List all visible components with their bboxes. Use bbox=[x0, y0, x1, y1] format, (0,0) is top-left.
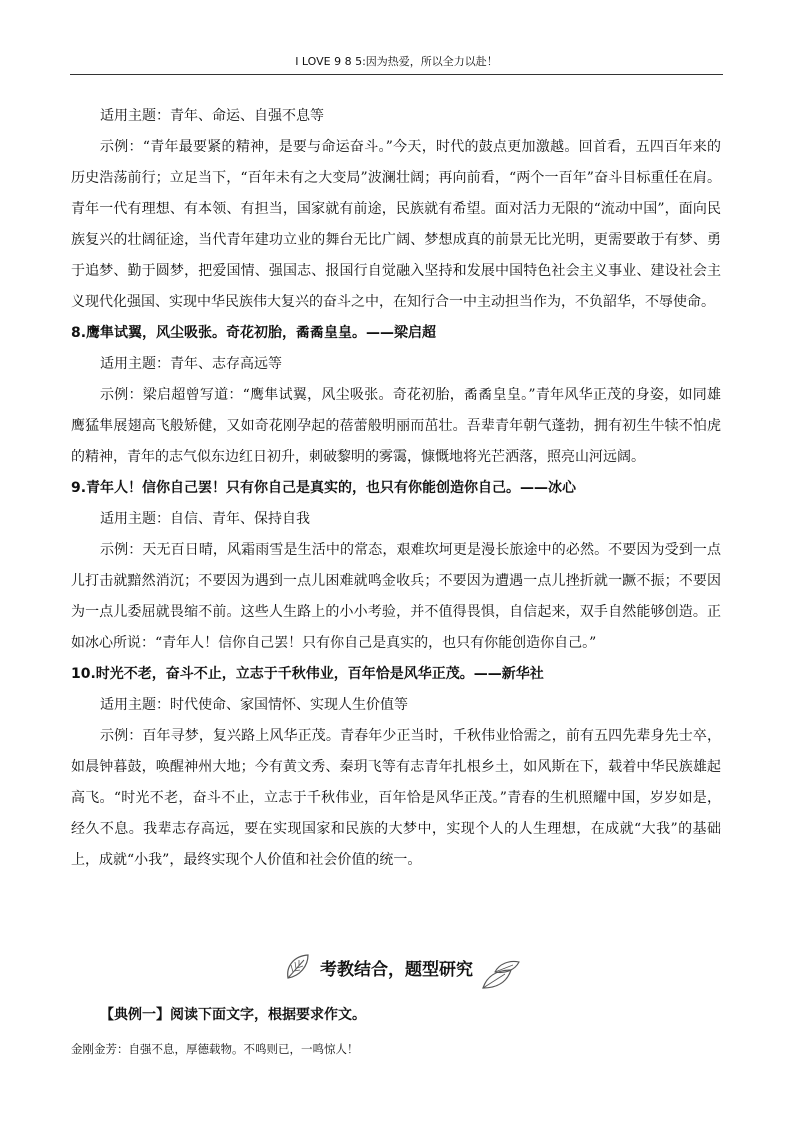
paragraph: 示例：百年寻梦，复兴路上风华正茂。青春年少正当时，千秋伟业恰需之，前有五四先辈身先士卒，如晨钟暮鼓，唤醒神州大地；今有黄文秀、秦玥飞等有志青年扎根乡土，如风斯在下，载着中华民族雄起高飞。“时光不老，奋斗不止，立志于千秋伟业，百年恰是风华正茂。”青春的生机照耀中国，岁岁如是，经久不息。我辈志存高远，要在实现国家和民族的大梦中，实现个人的人生理想，在成就“大我”的基础上，成就“小我”，最终实现个人价值和社会价值的统一。 bbox=[71, 728, 721, 868]
paragraph: 示例：梁启超曾写道：“鹰隼试翼，风尘吸张。奇花初胎，矞矞皇皇。”青年风华正茂的身姿，如同雄鹰猛隼展翅高飞般矫健，又如奇花刚孕起的蓓蕾般明丽而茁壮。吾辈青年朝气蓬勃，拥有初生牛犊不怕虎的精神，青年的志气似东边红日初升，刺破黎明的雾霭，慷慨地将光芒洒落，照亮山河远阔。 bbox=[71, 387, 721, 465]
paragraph: 示例：“青年最要紧的精神，是要与命运奋斗。”今天，时代的鼓点更加激越。回首看，五四百年来的历史浩荡前行；立足当下，“百年未有之大变局”波澜壮阔；再向前看，“两个一百年”奋斗目标重任在肩。青年一代有理想、有本领、有担当，国家就有前途，民族就有希望。面对活力无限的“流动中国”，面向民族复兴的壮阔征途，当代青年建功立业的舞台无比广阔、梦想成真的前景无比光明，更需要敢于有梦、勇于追梦、勤于圆梦，把爱国情、强国志、报国行自觉融入坚持和发展中国特色社会主义事业、建设社会主义现代化强国、实现中华民族伟大复兴的奋斗之中，在知行合一中主动担当作为，不负韶华，不辱使命。 bbox=[71, 139, 721, 310]
section-banner bbox=[0, 950, 793, 990]
document-body bbox=[71, 101, 721, 876]
paragraph: 适用主题：时代使命、家国情怀、实现人生价值等 bbox=[100, 697, 408, 713]
quote-heading: 9.青年人！信你自己罢！只有你自己是真实的，也只有你能创造你自己。——冰心 bbox=[71, 480, 577, 496]
example-heading: 【典例一】阅读下面文字，根据要求作文。 bbox=[100, 1007, 366, 1023]
paragraph: 示例：天无百日晴，风霜雨雪是生活中的常态，艰难坎坷更是漫长旅途中的必然。不要因为受到一点儿打击就黯然消沉；不要因为遇到一点儿困难就鸣金收兵；不要因为遭遇一点儿挫折就一蹶不振；不要因为一点儿委屈就畏缩不前。这些人生路上的小小考验，并不值得畏惧，自信起来，双手自然能够创造。正如冰心所说：“青年人！信你自己罢！只有你自己是真实的，也只有你能创造你自己。” bbox=[71, 542, 721, 651]
section-title: 考教结合，题型研究 bbox=[320, 960, 473, 980]
quote-heading: 8.鹰隼试翼，风尘吸张。奇花初胎，矞矞皇皇。——梁启超 bbox=[71, 325, 437, 341]
quote-heading: 10.时光不老，奋斗不止，立志于千秋伟业，百年恰是风华正茂。——新华社 bbox=[71, 666, 544, 682]
paragraph: 适用主题：青年、志存高远等 bbox=[100, 356, 282, 372]
paragraph: 适用主题：青年、命运、自强不息等 bbox=[100, 108, 324, 124]
page-header: I LOVE 9 8 5:因为热爱，所以全力以赴！ bbox=[70, 54, 723, 75]
page-footer: 金刚金芳：自强不息，厚德载物。不鸣则已，一鸣惊人！ bbox=[71, 1042, 359, 1056]
leaves-decoration-icon bbox=[481, 958, 521, 990]
paragraph: 适用主题：自信、青年、保持自我 bbox=[100, 511, 310, 527]
leaf-decoration-icon bbox=[284, 952, 314, 982]
